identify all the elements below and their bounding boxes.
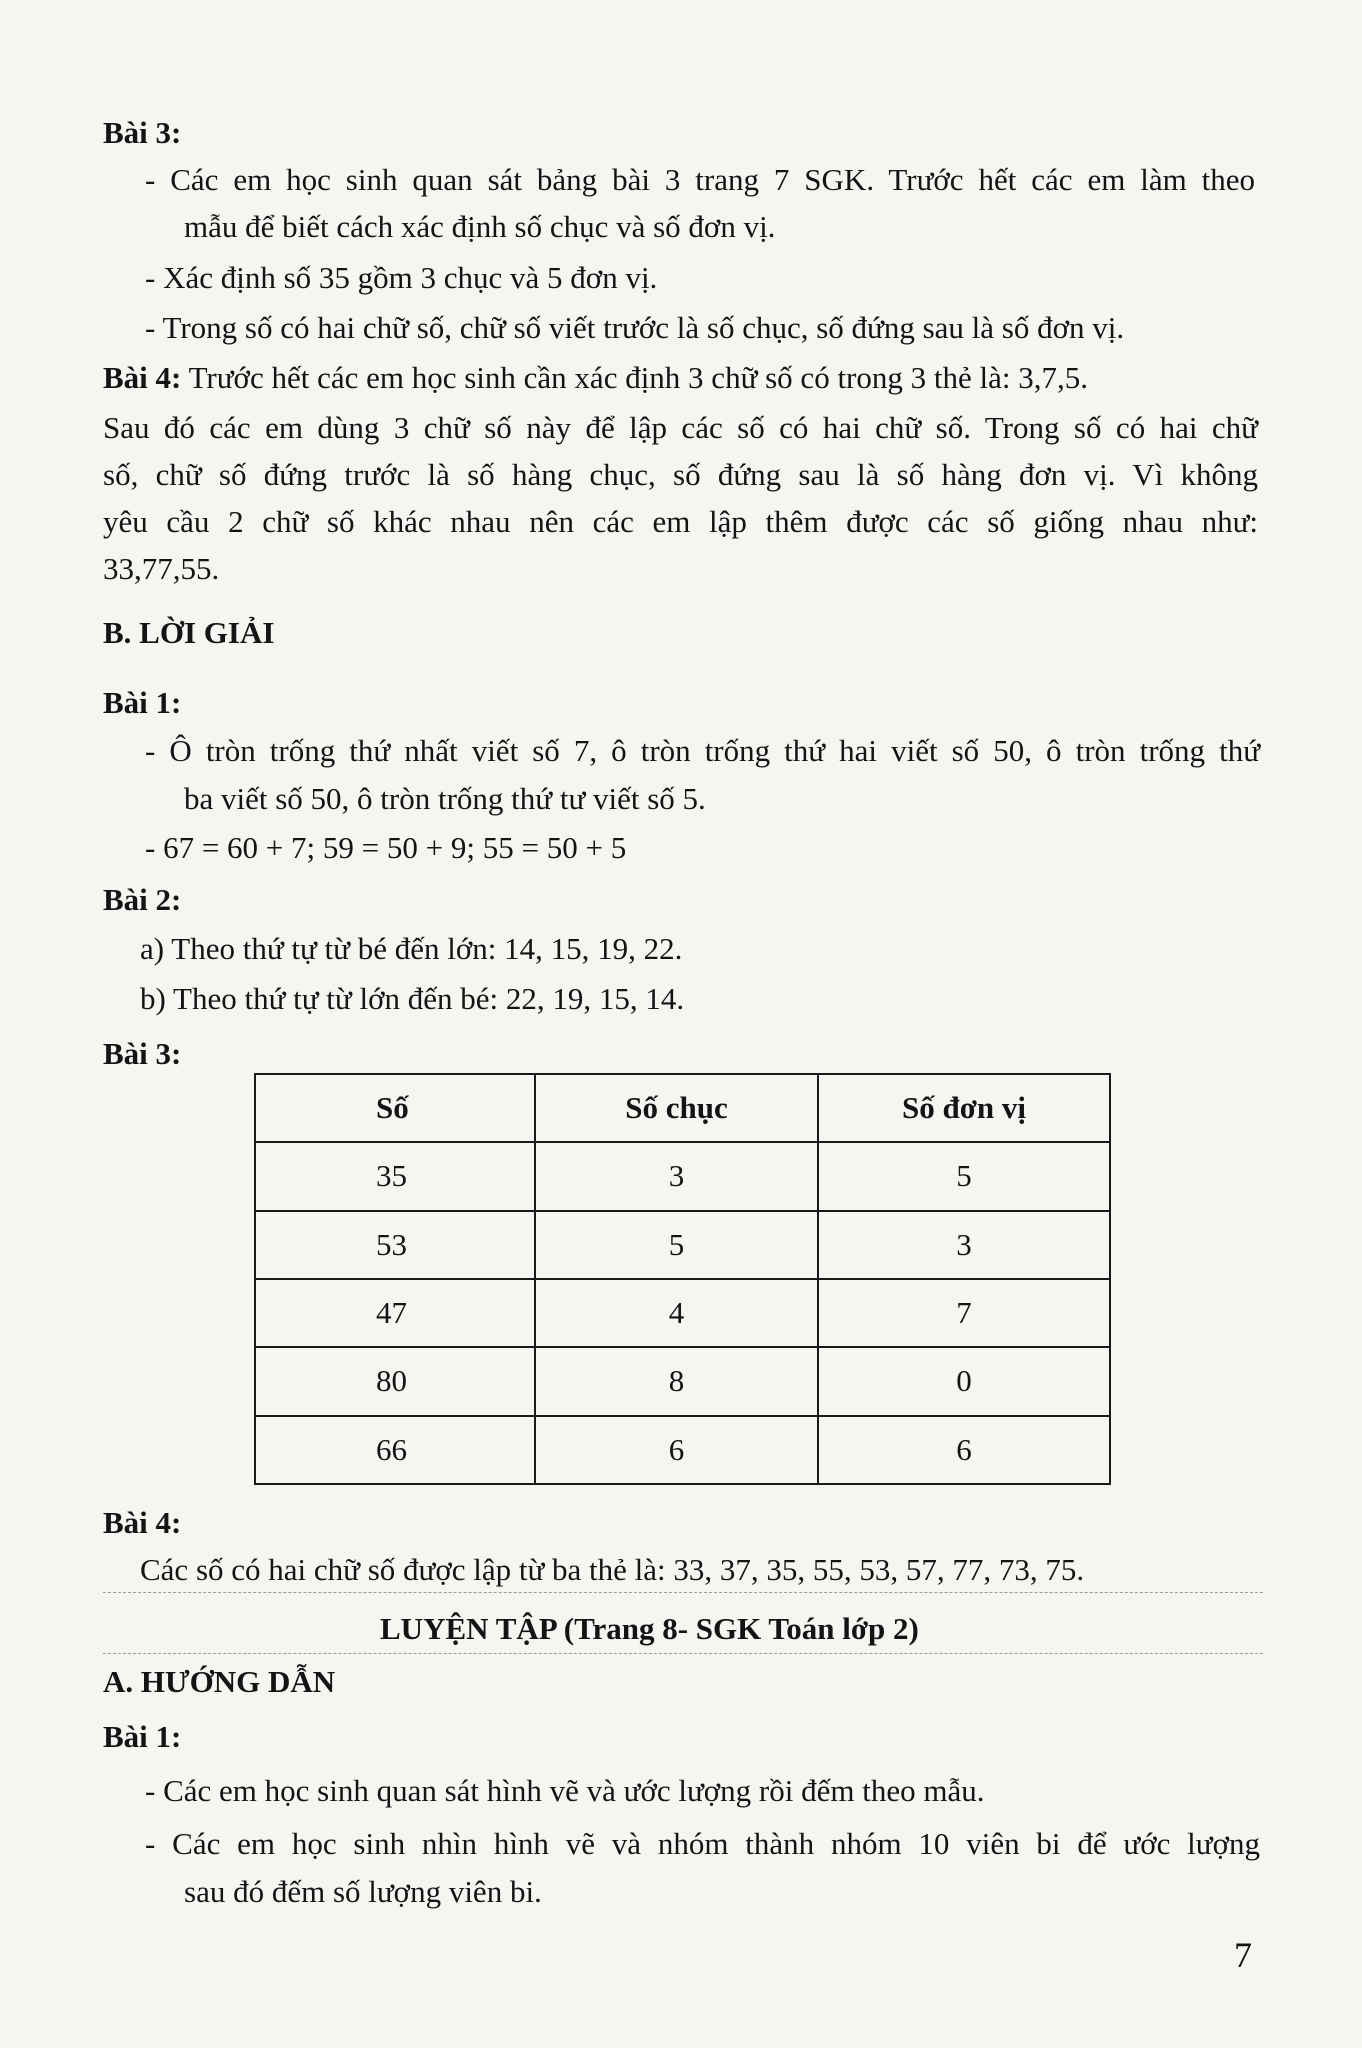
table-header-cell: Số chục <box>535 1074 818 1142</box>
solution-bai1-line2: - 67 = 60 + 7; 59 = 50 + 9; 55 = 50 + 5 <box>145 830 627 865</box>
table-cell: 5 <box>535 1211 818 1279</box>
solution-bai1-title: Bài 1: <box>103 685 182 720</box>
table-cell: 4 <box>535 1279 818 1347</box>
guide-bai4-line2: Sau đó các em dùng 3 chữ số này để lập các số có hai chữ số. Trong số có hai chữ <box>103 410 1258 445</box>
table-cell: 53 <box>255 1211 535 1279</box>
solution-bai4-title: Bài 4: <box>103 1505 182 1540</box>
table-header-cell: Số <box>255 1074 535 1142</box>
divider <box>103 1592 1263 1593</box>
page-number: 7 <box>1234 1935 1252 1975</box>
solution-bai2-b: b) Theo thứ tự từ lớn đến bé: 22, 19, 15, 14. <box>140 981 685 1016</box>
table-cell: 66 <box>255 1416 535 1484</box>
divider <box>103 1653 1263 1654</box>
solution-heading: B. LỜI GIẢI <box>103 615 275 650</box>
guide-bai3-title: Bài 3: <box>103 115 182 150</box>
practice-heading: A. HƯỚNG DẪN <box>103 1664 336 1699</box>
guide-bai4-text1: Trước hết các em học sinh cần xác định 3 chữ số có trong 3 thẻ là: 3,7,5. <box>188 360 1088 395</box>
table-cell: 6 <box>818 1416 1110 1484</box>
table-cell: 35 <box>255 1142 535 1210</box>
solution-bai4-line: Các số có hai chữ số được lập từ ba thẻ là: 33, 37, 35, 55, 53, 57, 77, 73, 75. <box>140 1552 1085 1587</box>
guide-bai4-line3: số, chữ số đứng trước là số hàng chục, số đứng sau là số hàng đơn vị. Vì không <box>103 457 1258 492</box>
guide-bai3-line3: - Trong số có hai chữ số, chữ số viết trước là số chục, số đứng sau là số đơn vị. <box>145 310 1125 345</box>
practice-bai1-title: Bài 1: <box>103 1719 182 1754</box>
solution-bai1-line1: - Ô tròn trống thứ nhất viết số 7, ô tròn trống thứ hai viết số 50, ô tròn trống thứ <box>145 733 1260 768</box>
table-row <box>255 1279 1110 1347</box>
practice-line1: - Các em học sinh quan sát hình vẽ và ước lượng rồi đếm theo mẫu. <box>145 1773 985 1808</box>
solution-bai2-a: a) Theo thứ tự từ bé đến lớn: 14, 15, 19, 22. <box>140 931 683 966</box>
practice-line2-cont: sau đó đếm số lượng viên bi. <box>184 1874 542 1909</box>
table-header-row <box>255 1074 1110 1142</box>
table-cell: 3 <box>818 1211 1110 1279</box>
solution-bai2-title: Bài 2: <box>103 882 182 917</box>
table-row <box>255 1416 1110 1484</box>
guide-bai3-line1: - Các em học sinh quan sát bảng bài 3 trang 7 SGK. Trước hết các em làm theo <box>145 162 1255 197</box>
table-row <box>255 1142 1110 1210</box>
guide-bai4-line5: 33,77,55. <box>103 551 220 586</box>
table-cell: 47 <box>255 1279 535 1347</box>
table-cell: 0 <box>818 1347 1110 1415</box>
table-header-cell: Số đơn vị <box>818 1074 1110 1142</box>
practice-title: LUYỆN TẬP (Trang 8- SGK Toán lớp 2) <box>380 1611 919 1646</box>
table-row <box>255 1347 1110 1415</box>
solution-bai1-line1-cont: ba viết số 50, ô tròn trống thứ tư viết số 5. <box>184 781 706 816</box>
practice-line2: - Các em học sinh nhìn hình vẽ và nhóm thành nhóm 10 viên bi để ước lượng <box>145 1826 1260 1861</box>
table-cell: 5 <box>818 1142 1110 1210</box>
table-cell: 6 <box>535 1416 818 1484</box>
guide-bai3-line1-cont: mẫu để biết cách xác định số chục và số đơn vị. <box>184 209 776 244</box>
table-cell: 7 <box>818 1279 1110 1347</box>
guide-bai4-line1 <box>103 359 1258 397</box>
place-value-table <box>254 1073 1111 1485</box>
guide-bai4-line4: yêu cầu 2 chữ số khác nhau nên các em lập thêm được các số giống nhau như: <box>103 504 1258 539</box>
table-cell: 8 <box>535 1347 818 1415</box>
guide-bai3-line2: - Xác định số 35 gồm 3 chục và 5 đơn vị. <box>145 260 658 295</box>
table-row <box>255 1211 1110 1279</box>
solution-bai3-title: Bài 3: <box>103 1036 182 1071</box>
guide-bai4-title: Bài 4: <box>103 360 182 395</box>
table-cell: 3 <box>535 1142 818 1210</box>
table-cell: 80 <box>255 1347 535 1415</box>
